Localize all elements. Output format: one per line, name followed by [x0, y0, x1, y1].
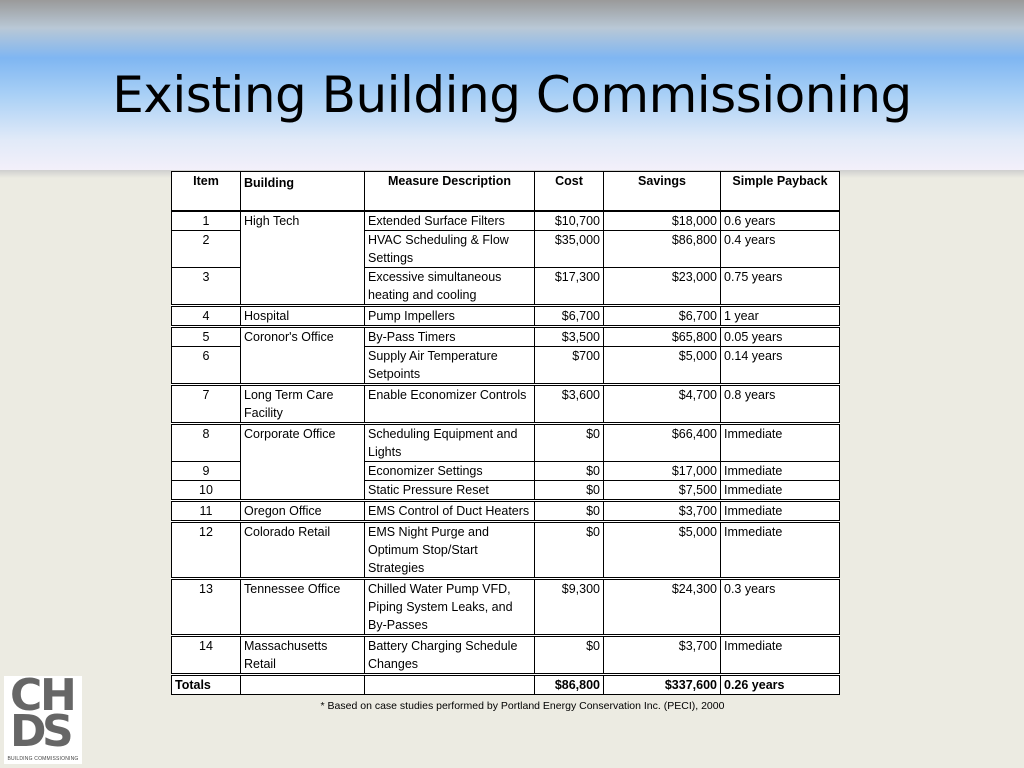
cell-cost: $0: [535, 522, 604, 579]
totals-payback: 0.26 years: [721, 675, 840, 695]
cell-cost: $0: [535, 481, 604, 501]
cell-item: 13: [172, 579, 241, 636]
cell-payback: Immediate: [721, 522, 840, 579]
cell-item: 12: [172, 522, 241, 579]
totals-savings: $337,600: [604, 675, 721, 695]
cell-measure: Pump Impellers: [365, 306, 535, 327]
cell-cost: $3,600: [535, 385, 604, 424]
header-building: Building: [241, 172, 365, 212]
header-measure: Measure Description: [365, 172, 535, 212]
cell-cost: $9,300: [535, 579, 604, 636]
cell-payback: Immediate: [721, 501, 840, 522]
header-savings: Savings: [604, 172, 721, 212]
cell-savings: $6,700: [604, 306, 721, 327]
cell-item: 5: [172, 327, 241, 347]
cell-building: Massachusetts Retail: [241, 636, 365, 675]
logo-letter-s: S: [42, 706, 74, 757]
cell-cost: $10,700: [535, 211, 604, 231]
cell-payback: 0.4 years: [721, 231, 840, 268]
table-row: [172, 579, 840, 636]
cell-item: 9: [172, 462, 241, 481]
cell-payback: 0.8 years: [721, 385, 840, 424]
cell-savings: $66,400: [604, 424, 721, 462]
cell-cost: $6,700: [535, 306, 604, 327]
footnote: * Based on case studies performed by Portland Energy Conservation Inc. (PECI), 2000: [320, 700, 725, 712]
cell-cost: $35,000: [535, 231, 604, 268]
slide-title: Existing Building Commissioning: [112, 66, 912, 124]
cell-cost: $700: [535, 347, 604, 385]
cell-item: 6: [172, 347, 241, 385]
cell-item: 2: [172, 231, 241, 268]
cell-payback: 0.14 years: [721, 347, 840, 385]
cell-savings: $4,700: [604, 385, 721, 424]
cell-building: Tennessee Office: [241, 579, 365, 636]
cell-item: 7: [172, 385, 241, 424]
cell-savings: $86,800: [604, 231, 721, 268]
chds-logo: [4, 670, 82, 764]
cell-measure: Extended Surface Filters: [365, 211, 535, 231]
cell-savings: $3,700: [604, 636, 721, 675]
cell-measure: Excessive simultaneous heating and cooling: [365, 268, 535, 306]
cell-building: High Tech: [241, 211, 365, 306]
cell-item: 1: [172, 211, 241, 231]
cell-measure: Economizer Settings: [365, 462, 535, 481]
cell-item: 3: [172, 268, 241, 306]
table-row: [172, 385, 840, 424]
cell-measure: EMS Control of Duct Heaters: [365, 501, 535, 522]
totals-empty-building: [241, 675, 365, 695]
header-cost: Cost: [535, 172, 604, 212]
cell-savings: $5,000: [604, 347, 721, 385]
table-row: [172, 211, 840, 231]
cell-item: 4: [172, 306, 241, 327]
table-header-row: [172, 172, 840, 212]
cell-cost: $0: [535, 501, 604, 522]
cell-payback: Immediate: [721, 424, 840, 462]
totals-row: [172, 675, 840, 695]
cell-item: 10: [172, 481, 241, 501]
cell-savings: $23,000: [604, 268, 721, 306]
cell-building: Long Term Care Facility: [241, 385, 365, 424]
cell-measure: EMS Night Purge and Optimum Stop/Start Strategies: [365, 522, 535, 579]
cell-measure: Enable Economizer Controls: [365, 385, 535, 424]
cell-savings: $18,000: [604, 211, 721, 231]
table-row: [172, 306, 840, 327]
cell-savings: $7,500: [604, 481, 721, 501]
header-item: Item: [172, 172, 241, 212]
cell-measure: HVAC Scheduling & Flow Settings: [365, 231, 535, 268]
cell-measure: Static Pressure Reset: [365, 481, 535, 501]
cell-payback: 0.75 years: [721, 268, 840, 306]
cell-measure: Chilled Water Pump VFD, Piping System Leaks, and By-Passes: [365, 579, 535, 636]
cell-building: Corporate Office: [241, 424, 365, 501]
logo-caption: BUILDING COMMISSIONING: [7, 756, 79, 762]
cell-payback: 0.3 years: [721, 579, 840, 636]
cell-cost: $0: [535, 462, 604, 481]
table-row: [172, 501, 840, 522]
cell-item: 8: [172, 424, 241, 462]
logo-letter-h: H: [40, 670, 77, 721]
cell-building: Coronor's Office: [241, 327, 365, 385]
commissioning-table: [171, 171, 840, 695]
cell-building: Colorado Retail: [241, 522, 365, 579]
cell-payback: Immediate: [721, 636, 840, 675]
cell-cost: $17,300: [535, 268, 604, 306]
cell-payback: 0.05 years: [721, 327, 840, 347]
table-row: [172, 522, 840, 579]
totals-label: Totals: [172, 675, 241, 695]
cell-measure: By-Pass Timers: [365, 327, 535, 347]
cell-payback: Immediate: [721, 481, 840, 501]
cell-measure: Supply Air Temperature Setpoints: [365, 347, 535, 385]
cell-cost: $3,500: [535, 327, 604, 347]
cell-payback: 0.6 years: [721, 211, 840, 231]
cell-savings: $17,000: [604, 462, 721, 481]
cell-savings: $65,800: [604, 327, 721, 347]
cell-building: Hospital: [241, 306, 365, 327]
logo-letter-d: D: [10, 706, 47, 757]
table-row: [172, 636, 840, 675]
header-payback: Simple Payback: [721, 172, 840, 212]
table-row: [172, 327, 840, 347]
cell-cost: $0: [535, 424, 604, 462]
cell-savings: $24,300: [604, 579, 721, 636]
cell-measure: Battery Charging Schedule Changes: [365, 636, 535, 675]
cell-payback: Immediate: [721, 462, 840, 481]
cell-cost: $0: [535, 636, 604, 675]
cell-item: 11: [172, 501, 241, 522]
cell-item: 14: [172, 636, 241, 675]
cell-measure: Scheduling Equipment and Lights: [365, 424, 535, 462]
cell-savings: $3,700: [604, 501, 721, 522]
cell-payback: 1 year: [721, 306, 840, 327]
totals-empty-measure: [365, 675, 535, 695]
table-row: [172, 424, 840, 462]
cell-savings: $5,000: [604, 522, 721, 579]
logo-letter-c: C: [10, 670, 43, 721]
cell-building: Oregon Office: [241, 501, 365, 522]
totals-cost: $86,800: [535, 675, 604, 695]
